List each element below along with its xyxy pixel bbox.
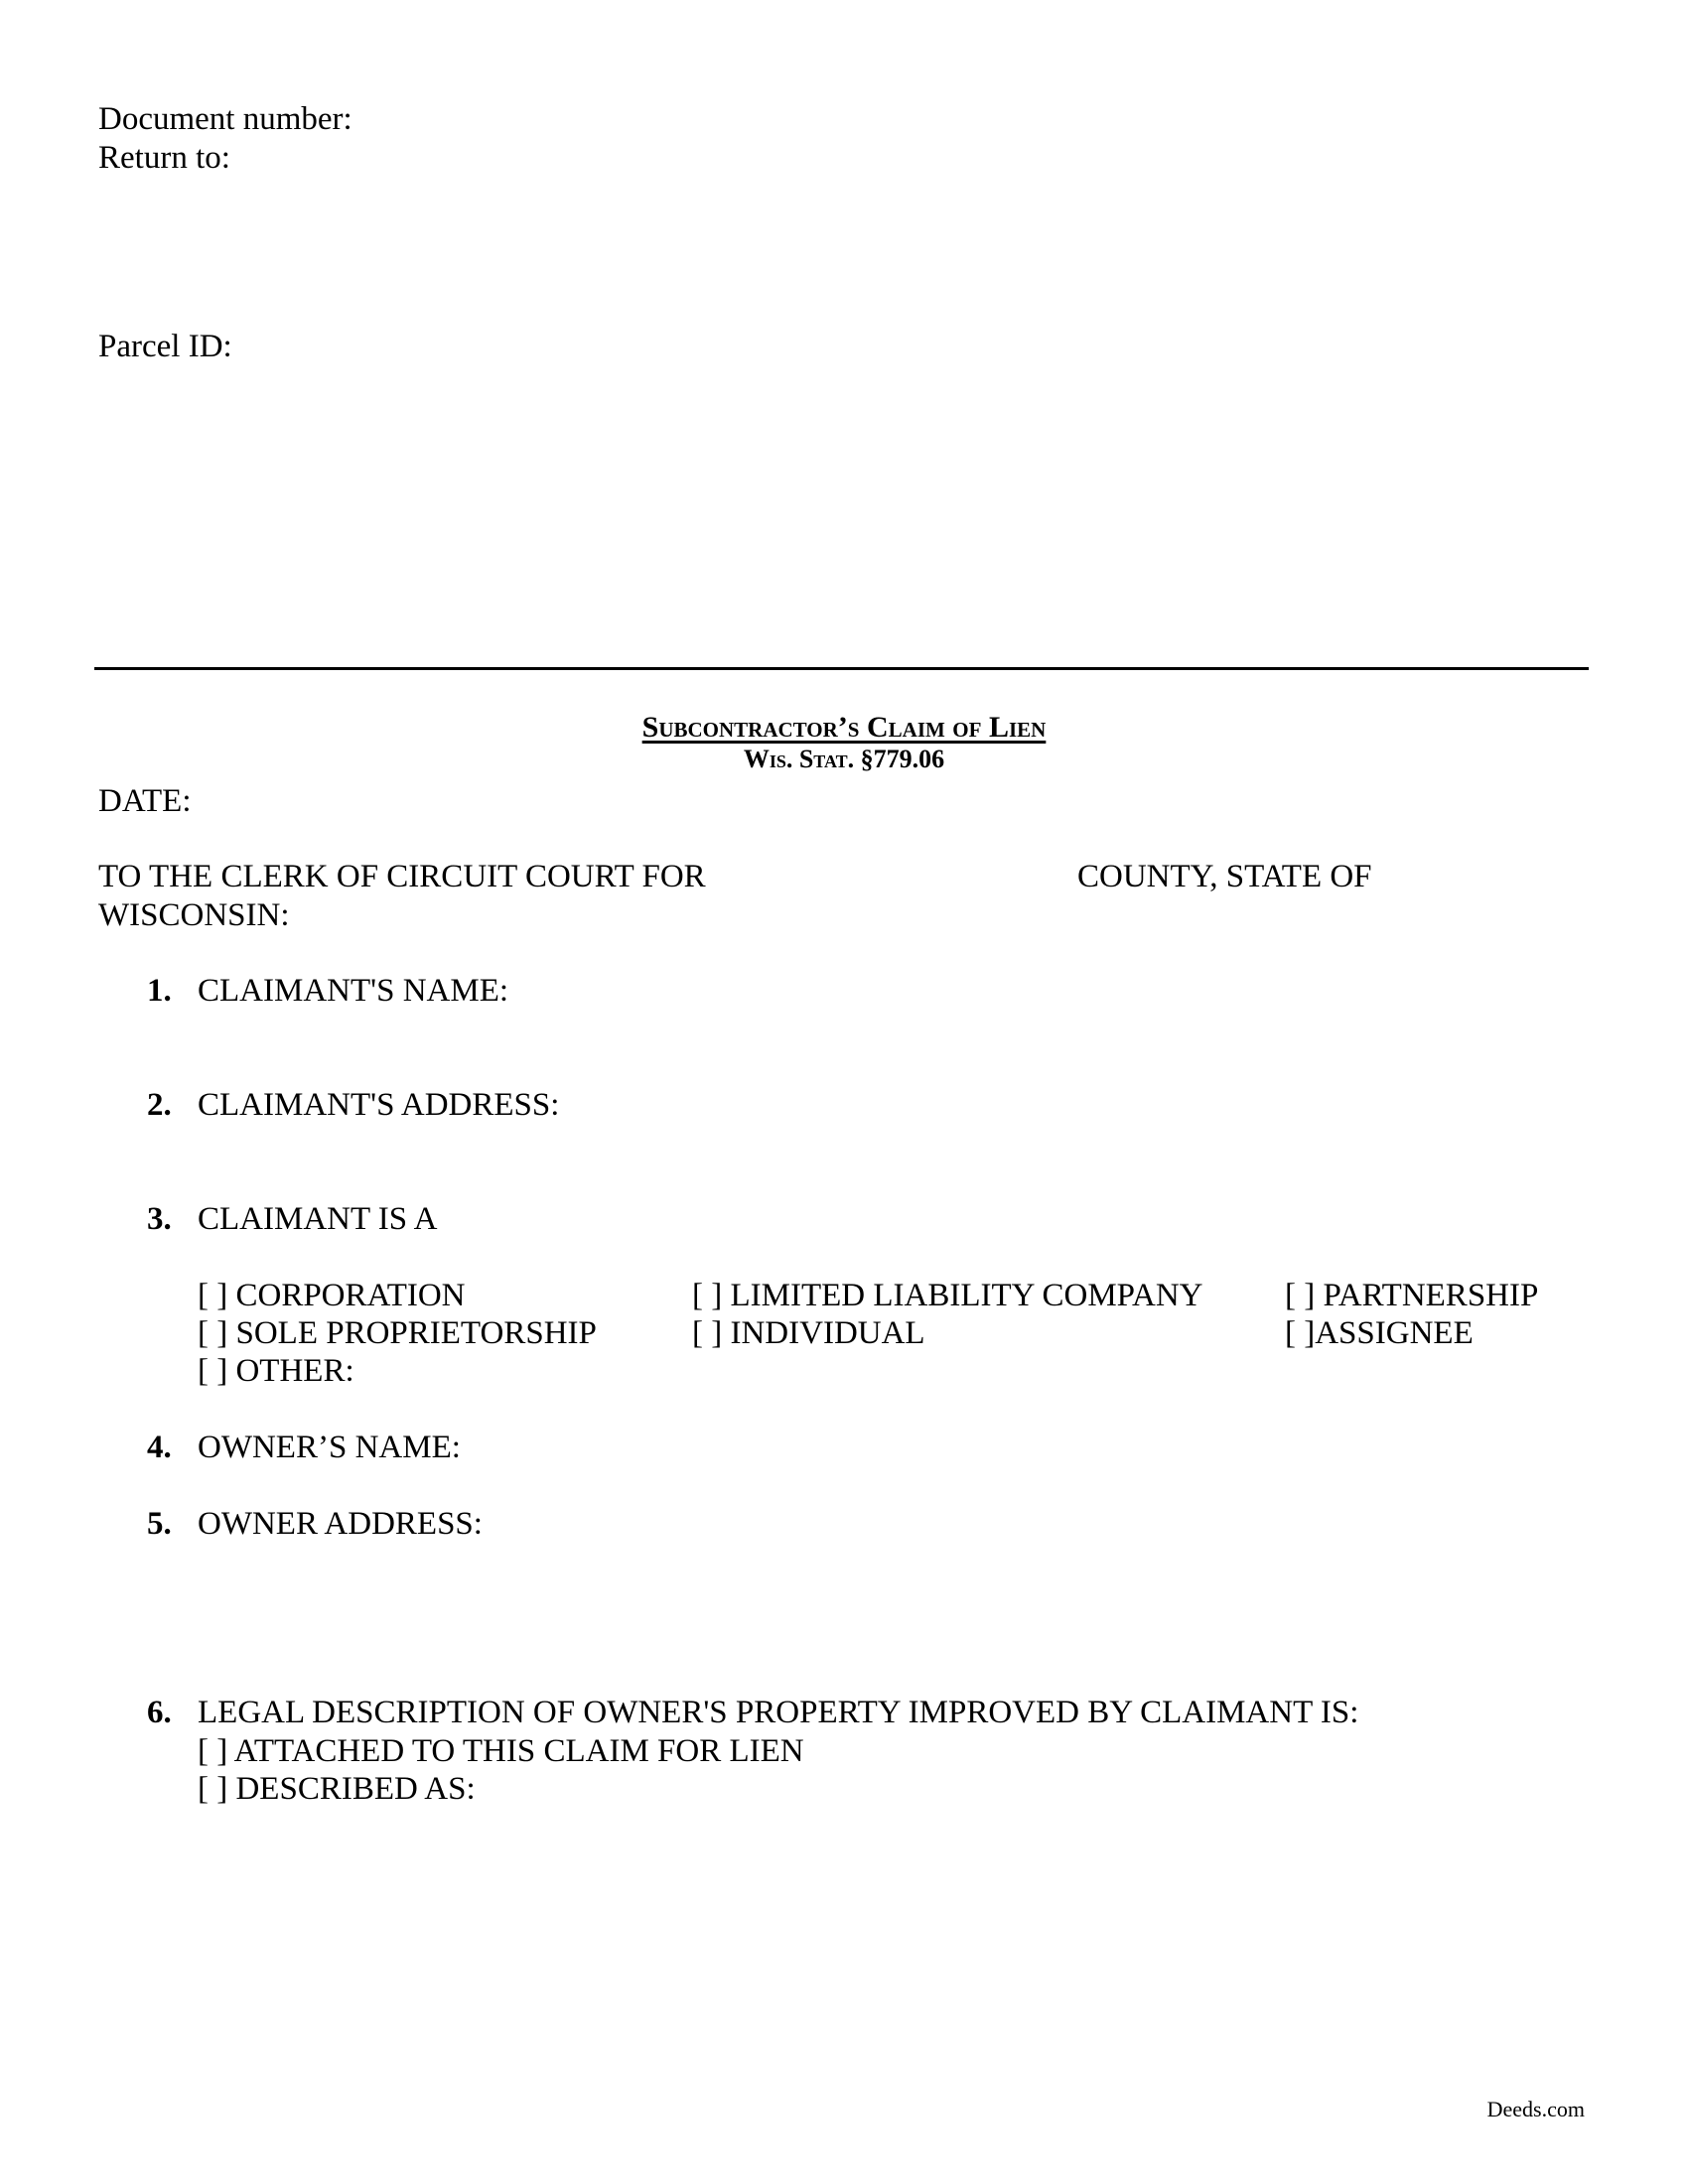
claimant-type-label: CLAIMANT IS A <box>198 1201 438 1237</box>
return-to-label: Return to: <box>98 140 230 176</box>
clerk-line-part3: WISCONSIN: <box>98 897 290 933</box>
clerk-line-part1: TO THE CLERK OF CIRCUIT COURT FOR <box>98 859 706 894</box>
checkbox-sole-proprietorship[interactable]: [ ] SOLE PROPRIETORSHIP <box>198 1315 597 1351</box>
item-2-number: 2. <box>147 1087 172 1123</box>
checkbox-individual[interactable]: [ ] INDIVIDUAL <box>692 1315 925 1351</box>
date-label: DATE: <box>98 783 192 819</box>
statute-reference: Wis. Stat. §779.06 <box>743 745 945 773</box>
checkbox-assignee[interactable]: [ ]ASSIGNEE <box>1285 1315 1474 1351</box>
document-number-label: Document number: <box>98 101 352 137</box>
parcel-id-label: Parcel ID: <box>98 329 232 364</box>
legal-description-label: LEGAL DESCRIPTION OF OWNER'S PROPERTY IMPROVED BY CLAIMANT IS: <box>198 1695 1359 1730</box>
checkbox-described-as[interactable]: [ ] DESCRIBED AS: <box>198 1771 476 1807</box>
owner-name-label: OWNER’S NAME: <box>198 1430 461 1465</box>
item-1-number: 1. <box>147 973 172 1009</box>
claimant-address-label: CLAIMANT'S ADDRESS: <box>198 1087 560 1123</box>
item-3-number: 3. <box>147 1201 172 1237</box>
item-6-number: 6. <box>147 1695 172 1730</box>
item-4-number: 4. <box>147 1430 172 1465</box>
checkbox-attached[interactable]: [ ] ATTACHED TO THIS CLAIM FOR LIEN <box>198 1733 804 1769</box>
checkbox-corporation[interactable]: [ ] CORPORATION <box>198 1278 466 1313</box>
document-title: Subcontractor’s Claim of Lien <box>641 711 1047 744</box>
item-5-number: 5. <box>147 1506 172 1542</box>
checkbox-other[interactable]: [ ] OTHER: <box>198 1353 354 1389</box>
clerk-line-part2: COUNTY, STATE OF <box>1077 859 1372 894</box>
header-divider <box>94 667 1589 670</box>
owner-address-label: OWNER ADDRESS: <box>198 1506 483 1542</box>
claimant-name-label: CLAIMANT'S NAME: <box>198 973 509 1009</box>
checkbox-partnership[interactable]: [ ] PARTNERSHIP <box>1285 1278 1539 1313</box>
checkbox-llc[interactable]: [ ] LIMITED LIABILITY COMPANY <box>692 1278 1203 1313</box>
footer-watermark: Deeds.com <box>1486 2097 1585 2121</box>
document-title-block <box>0 711 1688 774</box>
